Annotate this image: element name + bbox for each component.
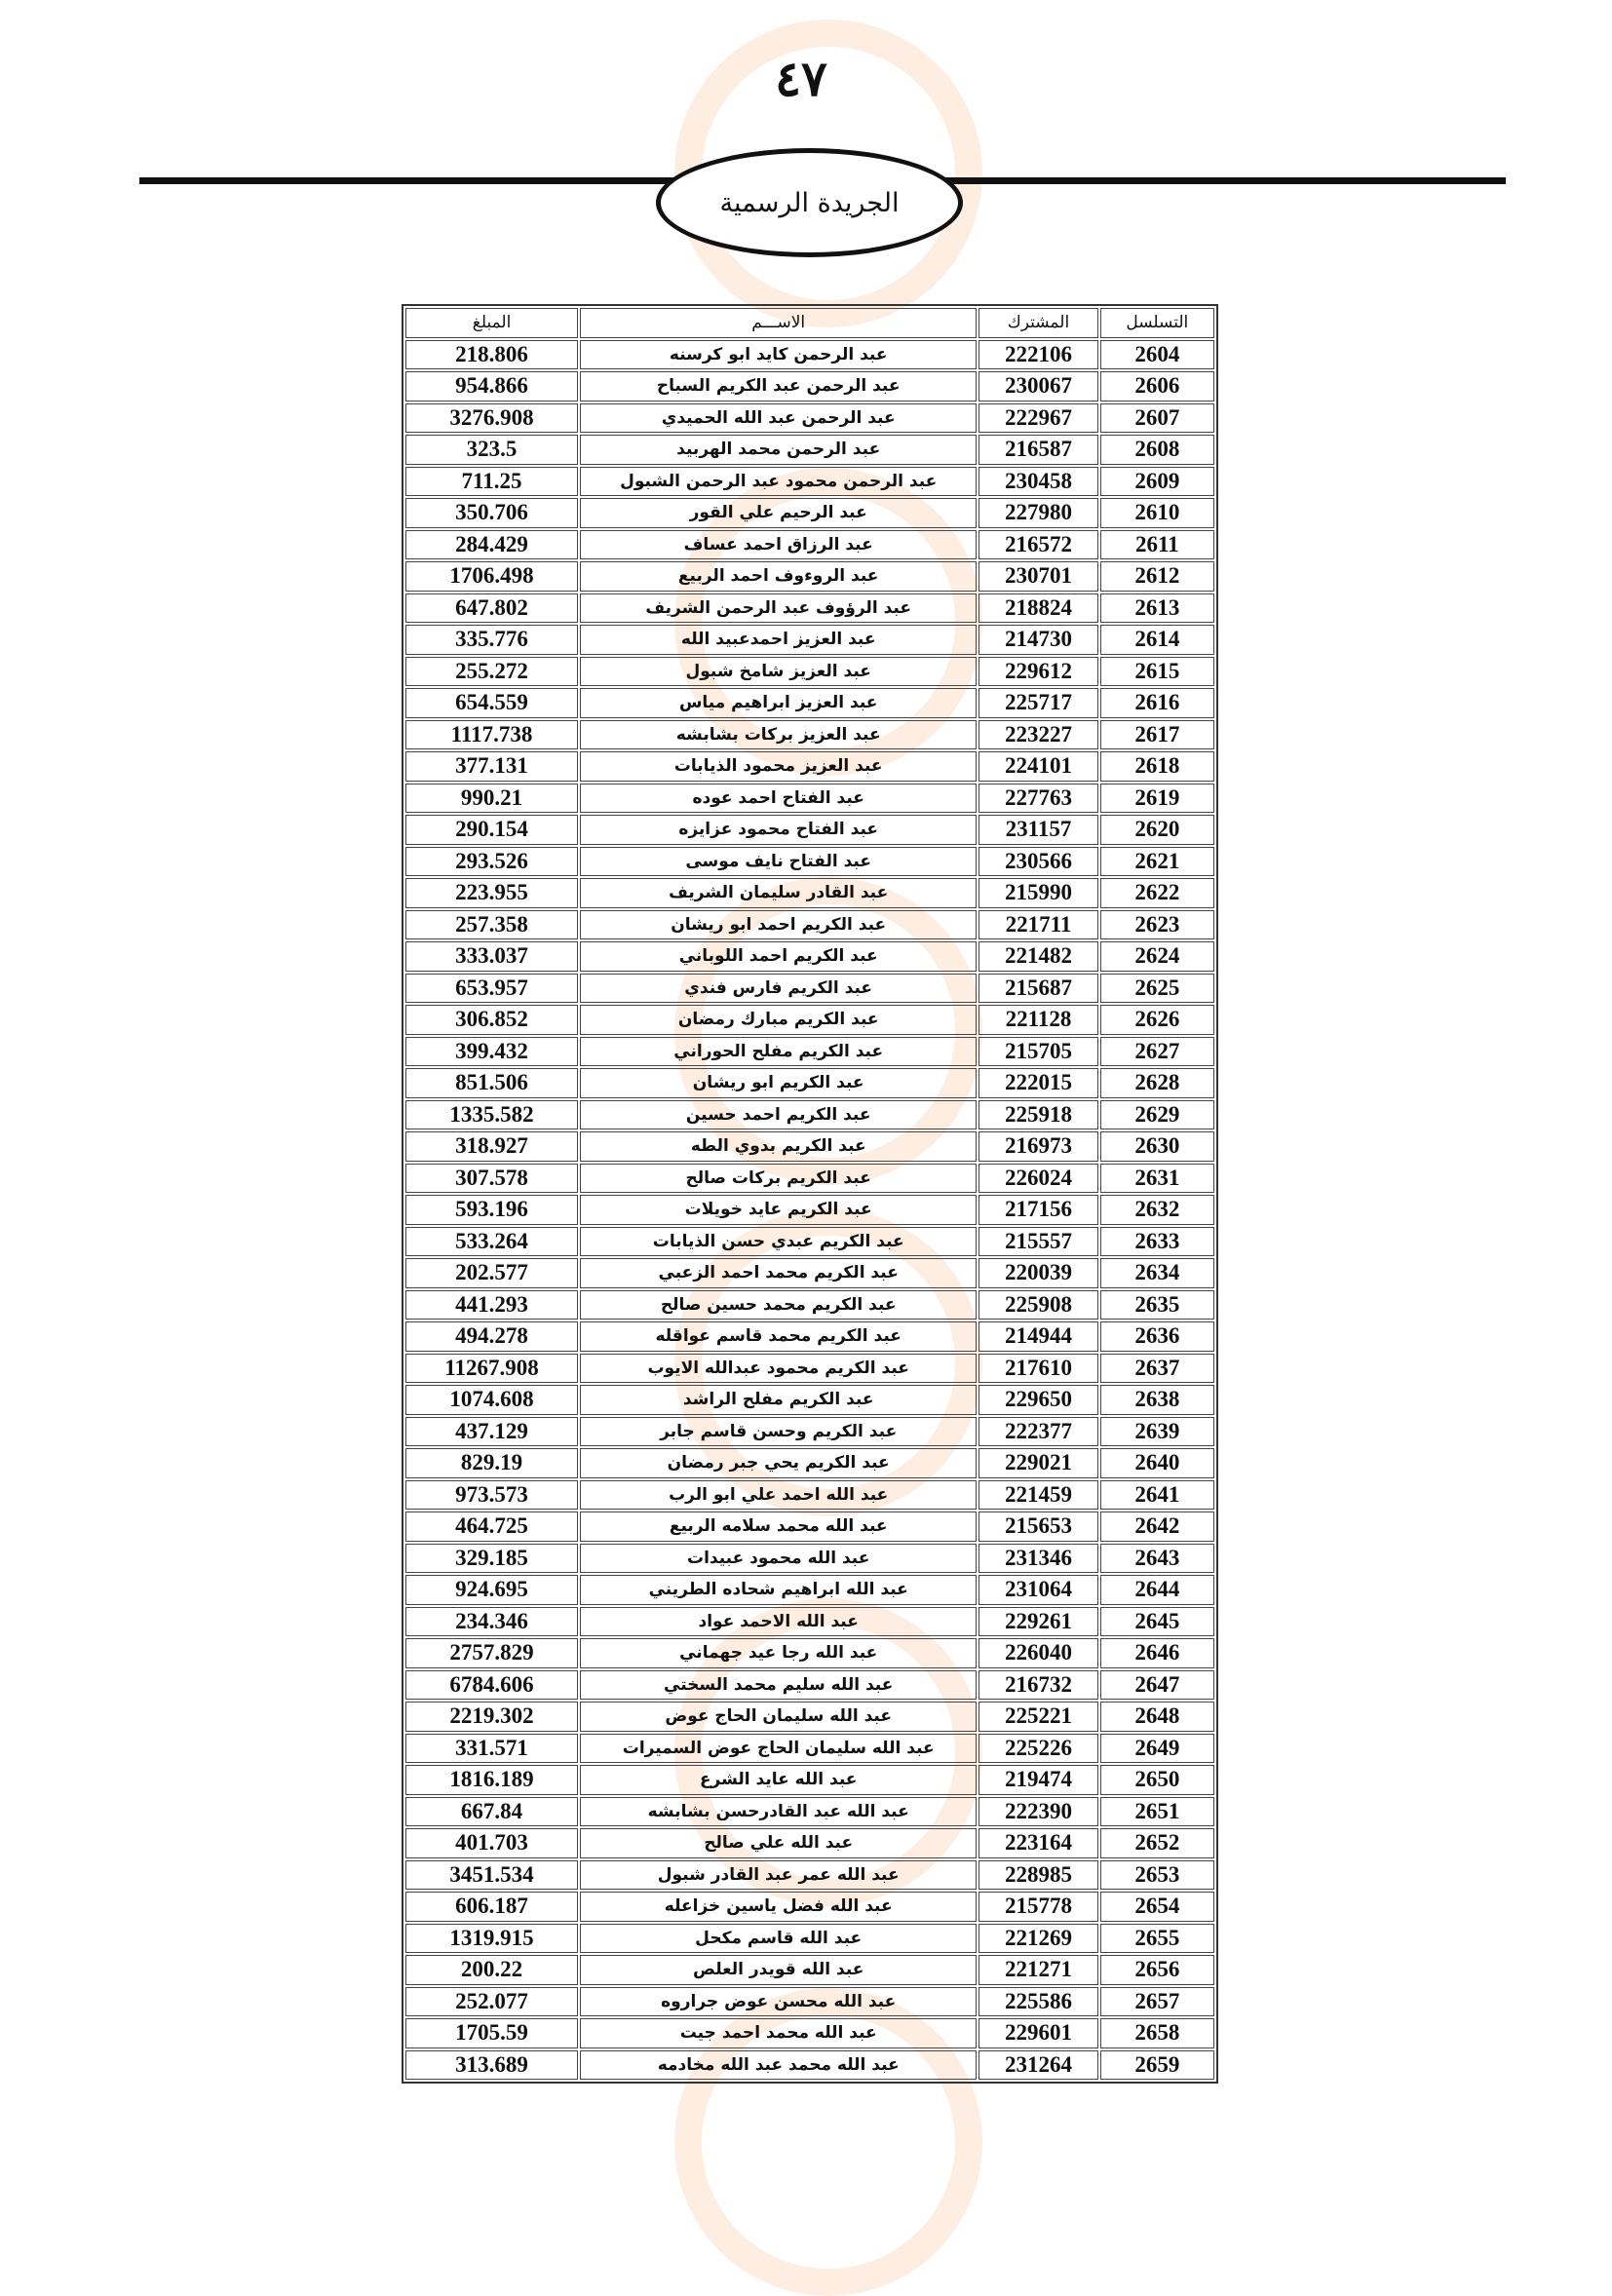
table-row (405, 498, 1214, 528)
cell-name: عبد الله عبد القادرحسن بشابشه (580, 1797, 977, 1827)
cell-subscriber: 225908 (979, 1290, 1097, 1320)
cell-name: عبد الكريم فارس فندي (580, 974, 977, 1004)
cell-subscriber: 224101 (979, 751, 1097, 782)
table-row (405, 1765, 1214, 1795)
cell-amount: 829.19 (405, 1448, 578, 1478)
cell-subscriber: 231264 (979, 2050, 1097, 2081)
table-row (405, 941, 1214, 972)
cell-serial: 2646 (1100, 1638, 1214, 1668)
cell-amount: 234.346 (405, 1607, 578, 1637)
cell-subscriber: 215778 (979, 1892, 1097, 1922)
cell-serial: 2616 (1100, 688, 1214, 718)
table-row (405, 1480, 1214, 1511)
cell-name: عبد الله قاسم مكحل (580, 1924, 977, 1954)
table-row (405, 1797, 1214, 1827)
cell-serial: 2659 (1100, 2050, 1214, 2081)
cell-amount: 1319.915 (405, 1924, 578, 1954)
cell-name: عبد الكريم احمد ابو ريشان (580, 910, 977, 940)
cell-subscriber: 230566 (979, 847, 1097, 877)
table-row (405, 1702, 1214, 1732)
cell-subscriber: 214944 (979, 1321, 1097, 1352)
cell-name: عبد الفتاح نايف موسى (580, 847, 977, 877)
cell-serial: 2617 (1100, 720, 1214, 750)
cell-subscriber: 216973 (979, 1131, 1097, 1162)
cell-amount: 290.154 (405, 815, 578, 845)
cell-subscriber: 222106 (979, 340, 1097, 370)
cell-name: عبد الله محمد احمد جيت (580, 2018, 977, 2048)
cell-name: عبد الرحيم علي القور (580, 498, 977, 528)
cell-subscriber: 215687 (979, 974, 1097, 1004)
cell-name: عبد الرحمن محمد الهربيد (580, 435, 977, 465)
cell-subscriber: 229021 (979, 1448, 1097, 1478)
cell-subscriber: 225226 (979, 1734, 1097, 1764)
cell-serial: 2608 (1100, 435, 1214, 465)
cell-amount: 252.077 (405, 1987, 578, 2017)
table-row (405, 1924, 1214, 1954)
cell-name: عبد الله عايد الشرع (580, 1765, 977, 1795)
table-row (405, 1828, 1214, 1858)
gazette-title: الجريدة الرسمية (719, 187, 900, 218)
cell-amount: 329.185 (405, 1544, 578, 1574)
cell-amount: 401.703 (405, 1828, 578, 1858)
table-row (405, 878, 1214, 908)
cell-name: عبد الله سليمان الحاج عوض (580, 1702, 977, 1732)
cell-amount: 1705.59 (405, 2018, 578, 2048)
cell-amount: 318.927 (405, 1131, 578, 1162)
cell-serial: 2614 (1100, 625, 1214, 655)
cell-name: عبد الله قويدر العلص (580, 1955, 977, 1985)
cell-name: عبد الرحمن محمود عبد الرحمن الشبول (580, 467, 977, 497)
cell-serial: 2635 (1100, 1290, 1214, 1320)
cell-name: عبد الله ابراهيم شحاده الطريني (580, 1575, 977, 1605)
table-row (405, 1131, 1214, 1162)
cell-serial: 2653 (1100, 1860, 1214, 1891)
table-row (405, 1987, 1214, 2017)
cell-amount: 11267.908 (405, 1354, 578, 1384)
cell-serial: 2648 (1100, 1702, 1214, 1732)
cell-amount: 647.802 (405, 593, 578, 624)
cell-name: عبد الرحمن عبد الكريم السباح (580, 371, 977, 402)
gazette-title-oval (656, 148, 963, 257)
cell-amount: 323.5 (405, 435, 578, 465)
cell-serial: 2641 (1100, 1480, 1214, 1511)
table-row (405, 784, 1214, 814)
cell-serial: 2650 (1100, 1765, 1214, 1795)
cell-amount: 331.571 (405, 1734, 578, 1764)
column-header-name: الاســـم (580, 308, 977, 338)
cell-subscriber: 222390 (979, 1797, 1097, 1827)
table-row (405, 593, 1214, 624)
cell-subscriber: 221128 (979, 1005, 1097, 1035)
cell-serial: 2642 (1100, 1512, 1214, 1542)
cell-amount: 1816.189 (405, 1765, 578, 1795)
table-row (405, 657, 1214, 687)
cell-subscriber: 230067 (979, 371, 1097, 402)
cell-name: عبد العزيز محمود الذيابات (580, 751, 977, 782)
table-row (405, 1100, 1214, 1130)
cell-name: عبد الله فضل ياسين خزاعله (580, 1892, 977, 1922)
cell-serial: 2630 (1100, 1131, 1214, 1162)
table-row (405, 1385, 1214, 1415)
cell-subscriber: 221459 (979, 1480, 1097, 1511)
cell-amount: 606.187 (405, 1892, 578, 1922)
cell-serial: 2631 (1100, 1164, 1214, 1194)
cell-serial: 2604 (1100, 340, 1214, 370)
table-row (405, 1448, 1214, 1478)
cell-subscriber: 215705 (979, 1037, 1097, 1067)
cell-amount: 223.955 (405, 878, 578, 908)
cell-serial: 2652 (1100, 1828, 1214, 1858)
cell-serial: 2638 (1100, 1385, 1214, 1415)
table-row (405, 847, 1214, 877)
cell-serial: 2655 (1100, 1924, 1214, 1954)
table-row (405, 1638, 1214, 1668)
table-row (405, 720, 1214, 750)
cell-name: عبد الكريم بركات صالح (580, 1164, 977, 1194)
cell-name: عبد الكريم بدوي الطه (580, 1131, 977, 1162)
table-row (405, 1354, 1214, 1384)
cell-amount: 851.506 (405, 1068, 578, 1098)
cell-amount: 494.278 (405, 1321, 578, 1352)
table-row (405, 371, 1214, 402)
cell-amount: 257.358 (405, 910, 578, 940)
cell-subscriber: 217610 (979, 1354, 1097, 1384)
cell-serial: 2612 (1100, 561, 1214, 592)
table-row (405, 1005, 1214, 1035)
cell-name: عبد الله محسن عوض جراروه (580, 1987, 977, 2017)
table-header-row (405, 308, 1214, 338)
table-row (405, 435, 1214, 465)
cell-name: عبد القادر سليمان الشريف (580, 878, 977, 908)
cell-subscriber: 226024 (979, 1164, 1097, 1194)
cell-serial: 2629 (1100, 1100, 1214, 1130)
cell-amount: 654.559 (405, 688, 578, 718)
table-row (405, 2050, 1214, 2081)
cell-name: عبد الله محمد سلامه الربيع (580, 1512, 977, 1542)
cell-serial: 2626 (1100, 1005, 1214, 1035)
cell-amount: 3451.534 (405, 1860, 578, 1891)
cell-name: عبد الله احمد علي ابو الرب (580, 1480, 977, 1511)
cell-name: عبد الله الاحمد عواد (580, 1607, 977, 1637)
table-row (405, 974, 1214, 1004)
cell-amount: 307.578 (405, 1164, 578, 1194)
column-header-subscriber: المشترك (979, 308, 1097, 338)
cell-amount: 284.429 (405, 530, 578, 560)
cell-subscriber: 229650 (979, 1385, 1097, 1415)
cell-name: عبد الكريم عايد خويلات (580, 1195, 977, 1225)
cell-amount: 990.21 (405, 784, 578, 814)
cell-subscriber: 221482 (979, 941, 1097, 972)
cell-serial: 2639 (1100, 1417, 1214, 1447)
cell-name: عبد الكريم محمد احمد الزعبي (580, 1258, 977, 1288)
cell-subscriber: 222015 (979, 1068, 1097, 1098)
cell-amount: 464.725 (405, 1512, 578, 1542)
cell-name: عبد الكريم محمود عبدالله الايوب (580, 1354, 977, 1384)
cell-subscriber: 218824 (979, 593, 1097, 624)
cell-subscriber: 221271 (979, 1955, 1097, 1985)
table-row (405, 561, 1214, 592)
cell-serial: 2621 (1100, 847, 1214, 877)
cell-name: عبد الكريم مفلح الراشد (580, 1385, 977, 1415)
table-row (405, 751, 1214, 782)
cell-serial: 2634 (1100, 1258, 1214, 1288)
table-row (405, 815, 1214, 845)
cell-subscriber: 217156 (979, 1195, 1097, 1225)
table-row (405, 1734, 1214, 1764)
cell-serial: 2644 (1100, 1575, 1214, 1605)
table-row (405, 530, 1214, 560)
cell-name: عبد الله علي صالح (580, 1828, 977, 1858)
cell-serial: 2632 (1100, 1195, 1214, 1225)
cell-amount: 2757.829 (405, 1638, 578, 1668)
cell-amount: 255.272 (405, 657, 578, 687)
cell-subscriber: 215990 (979, 878, 1097, 908)
cell-amount: 1335.582 (405, 1100, 578, 1130)
cell-name: عبد العزيز ابراهيم مياس (580, 688, 977, 718)
cell-amount: 593.196 (405, 1195, 578, 1225)
cell-name: عبد الله عمر عبد القادر شبول (580, 1860, 977, 1891)
cell-subscriber: 230458 (979, 467, 1097, 497)
table-row (405, 1068, 1214, 1098)
subscribers-table (402, 304, 1218, 2084)
cell-serial: 2640 (1100, 1448, 1214, 1478)
cell-subscriber: 228985 (979, 1860, 1097, 1891)
cell-amount: 335.776 (405, 625, 578, 655)
cell-amount: 711.25 (405, 467, 578, 497)
cell-amount: 200.22 (405, 1955, 578, 1985)
cell-amount: 202.577 (405, 1258, 578, 1288)
page-number: ٤٧ (775, 52, 827, 106)
cell-serial: 2606 (1100, 371, 1214, 402)
cell-name: عبد العزيز احمدعبيد الله (580, 625, 977, 655)
cell-name: عبد الله محمود عبيدات (580, 1544, 977, 1574)
table-row (405, 467, 1214, 497)
cell-serial: 2654 (1100, 1892, 1214, 1922)
table-row (405, 1955, 1214, 1985)
cell-serial: 2651 (1100, 1797, 1214, 1827)
cell-name: عبد الفتاح احمد عوده (580, 784, 977, 814)
cell-name: عبد العزيز بركات بشابشه (580, 720, 977, 750)
cell-amount: 1074.608 (405, 1385, 578, 1415)
table-row (405, 1892, 1214, 1922)
cell-name: عبد الكريم وحسن قاسم جابر (580, 1417, 977, 1447)
cell-amount: 6784.606 (405, 1670, 578, 1701)
cell-serial: 2633 (1100, 1227, 1214, 1257)
table-row (405, 1860, 1214, 1891)
cell-name: عبد الكريم احمد اللوباني (580, 941, 977, 972)
cell-amount: 333.037 (405, 941, 578, 972)
cell-name: عبد الكريم مفلح الحوراني (580, 1037, 977, 1067)
cell-serial: 2658 (1100, 2018, 1214, 2048)
table-row (405, 625, 1214, 655)
cell-name: عبد الكريم ابو ريشان (580, 1068, 977, 1098)
cell-name: عبد الفتاح محمود عزايزه (580, 815, 977, 845)
cell-subscriber: 221269 (979, 1924, 1097, 1954)
cell-subscriber: 216732 (979, 1670, 1097, 1701)
table-row (405, 688, 1214, 718)
cell-serial: 2647 (1100, 1670, 1214, 1701)
cell-name: عبد الكريم مبارك رمضان (580, 1005, 977, 1035)
cell-serial: 2637 (1100, 1354, 1214, 1384)
cell-serial: 2613 (1100, 593, 1214, 624)
cell-subscriber: 231157 (979, 815, 1097, 845)
table-row (405, 1575, 1214, 1605)
table-row (405, 910, 1214, 940)
cell-amount: 377.131 (405, 751, 578, 782)
cell-amount: 441.293 (405, 1290, 578, 1320)
cell-subscriber: 222377 (979, 1417, 1097, 1447)
cell-subscriber: 220039 (979, 1258, 1097, 1288)
table-row (405, 1321, 1214, 1352)
table-row (405, 1227, 1214, 1257)
table-row (405, 1544, 1214, 1574)
cell-amount: 924.695 (405, 1575, 578, 1605)
cell-amount: 293.526 (405, 847, 578, 877)
cell-subscriber: 231064 (979, 1575, 1097, 1605)
cell-name: عبد الله سليمان الحاج عوض السميرات (580, 1734, 977, 1764)
cell-subscriber: 229261 (979, 1607, 1097, 1637)
cell-serial: 2628 (1100, 1068, 1214, 1098)
cell-serial: 2610 (1100, 498, 1214, 528)
cell-serial: 2645 (1100, 1607, 1214, 1637)
cell-amount: 973.573 (405, 1480, 578, 1511)
cell-amount: 306.852 (405, 1005, 578, 1035)
cell-name: عبد الله محمد عبد الله مخادمه (580, 2050, 977, 2081)
table-row (405, 403, 1214, 434)
cell-serial: 2636 (1100, 1321, 1214, 1352)
cell-name: عبد الروءوف احمد الربيع (580, 561, 977, 592)
cell-name: عبد العزيز شامخ شبول (580, 657, 977, 687)
cell-subscriber: 222967 (979, 403, 1097, 434)
cell-subscriber: 230701 (979, 561, 1097, 592)
cell-amount: 313.689 (405, 2050, 578, 2081)
cell-amount: 218.806 (405, 340, 578, 370)
cell-amount: 350.706 (405, 498, 578, 528)
cell-subscriber: 223227 (979, 720, 1097, 750)
cell-subscriber: 215653 (979, 1512, 1097, 1542)
table-row (405, 1290, 1214, 1320)
cell-amount: 533.264 (405, 1227, 578, 1257)
cell-serial: 2649 (1100, 1734, 1214, 1764)
cell-name: عبد الكريم عبدي حسن الذيابات (580, 1227, 977, 1257)
cell-subscriber: 221711 (979, 910, 1097, 940)
cell-subscriber: 231346 (979, 1544, 1097, 1574)
cell-subscriber: 229612 (979, 657, 1097, 687)
cell-serial: 2618 (1100, 751, 1214, 782)
cell-amount: 954.866 (405, 371, 578, 402)
cell-subscriber: 225221 (979, 1702, 1097, 1732)
cell-amount: 399.432 (405, 1037, 578, 1067)
cell-amount: 653.957 (405, 974, 578, 1004)
cell-subscriber: 225717 (979, 688, 1097, 718)
cell-amount: 1706.498 (405, 561, 578, 592)
column-header-serial: التسلسل (1100, 308, 1214, 338)
column-header-amount: المبلغ (405, 308, 578, 338)
cell-serial: 2611 (1100, 530, 1214, 560)
cell-serial: 2609 (1100, 467, 1214, 497)
cell-subscriber: 216587 (979, 435, 1097, 465)
cell-serial: 2615 (1100, 657, 1214, 687)
cell-serial: 2622 (1100, 878, 1214, 908)
table-row (405, 340, 1214, 370)
cell-serial: 2624 (1100, 941, 1214, 972)
cell-amount: 437.129 (405, 1417, 578, 1447)
cell-subscriber: 227980 (979, 498, 1097, 528)
cell-name: عبد الرزاق احمد عساف (580, 530, 977, 560)
cell-serial: 2623 (1100, 910, 1214, 940)
table-row (405, 1607, 1214, 1637)
table-row (405, 1670, 1214, 1701)
table-row (405, 1037, 1214, 1067)
cell-name: عبد الكريم محمد قاسم عواقله (580, 1321, 977, 1352)
cell-subscriber: 223164 (979, 1828, 1097, 1858)
cell-amount: 667.84 (405, 1797, 578, 1827)
cell-amount: 1117.738 (405, 720, 578, 750)
cell-subscriber: 215557 (979, 1227, 1097, 1257)
cell-subscriber: 219474 (979, 1765, 1097, 1795)
cell-amount: 2219.302 (405, 1702, 578, 1732)
cell-serial: 2607 (1100, 403, 1214, 434)
table-row (405, 1417, 1214, 1447)
cell-subscriber: 227763 (979, 784, 1097, 814)
cell-name: عبد الله رجا عيد جهماني (580, 1638, 977, 1668)
cell-name: عبد الرؤوف عبد الرحمن الشريف (580, 593, 977, 624)
cell-name: عبد الرحمن عبد الله الحميدي (580, 403, 977, 434)
cell-name: عبد الله سليم محمد السختي (580, 1670, 977, 1701)
table-row (405, 1512, 1214, 1542)
cell-name: عبد الكريم احمد حسين (580, 1100, 977, 1130)
cell-subscriber: 225586 (979, 1987, 1097, 2017)
table-row (405, 1195, 1214, 1225)
cell-subscriber: 225918 (979, 1100, 1097, 1130)
cell-amount: 3276.908 (405, 403, 578, 434)
cell-subscriber: 226040 (979, 1638, 1097, 1668)
table-row (405, 1258, 1214, 1288)
table-row (405, 1164, 1214, 1194)
cell-subscriber: 216572 (979, 530, 1097, 560)
cell-serial: 2657 (1100, 1987, 1214, 2017)
cell-serial: 2619 (1100, 784, 1214, 814)
cell-serial: 2620 (1100, 815, 1214, 845)
table-row (405, 2018, 1214, 2048)
cell-name: عبد الرحمن كايد ابو كرسنه (580, 340, 977, 370)
cell-serial: 2656 (1100, 1955, 1214, 1985)
cell-subscriber: 229601 (979, 2018, 1097, 2048)
cell-serial: 2627 (1100, 1037, 1214, 1067)
cell-name: عبد الكريم محمد حسين صالح (580, 1290, 977, 1320)
cell-subscriber: 214730 (979, 625, 1097, 655)
cell-serial: 2643 (1100, 1544, 1214, 1574)
cell-serial: 2625 (1100, 974, 1214, 1004)
cell-name: عبد الكريم يحي جبر رمضان (580, 1448, 977, 1478)
